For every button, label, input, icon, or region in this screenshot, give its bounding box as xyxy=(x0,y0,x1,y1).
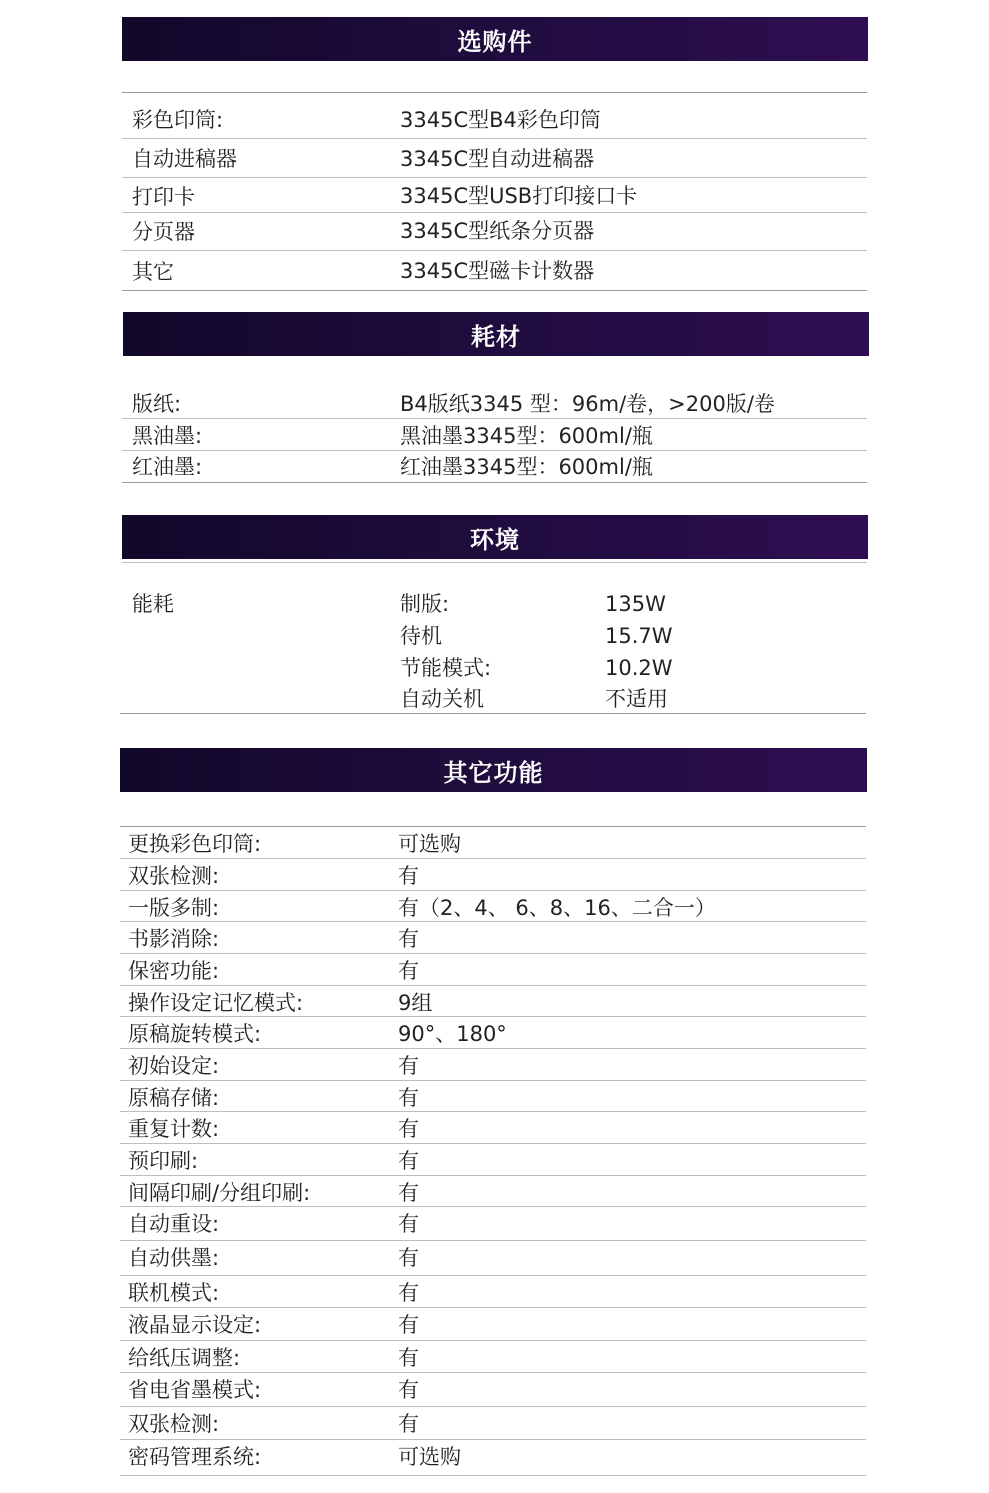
power-mode-label: 自动关机 xyxy=(400,687,484,711)
option-label: 彩色印筒: xyxy=(132,108,224,132)
function-label: 给纸压调整: xyxy=(128,1346,241,1370)
row-divider xyxy=(120,890,866,891)
section-header-environment: 环境 xyxy=(122,515,868,559)
section-header-functions: 其它功能 xyxy=(120,748,867,792)
consumable-value: 黑油墨3345型：600ml/瓶 xyxy=(400,424,653,448)
section-divider xyxy=(122,290,867,291)
row-divider xyxy=(120,1143,866,1144)
function-label: 液晶显示设定: xyxy=(128,1313,262,1337)
function-label: 密码管理系统: xyxy=(128,1445,262,1469)
row-divider xyxy=(120,921,866,922)
option-value: 3345C型B4彩色印筒 xyxy=(400,108,601,132)
power-mode-value: 135W xyxy=(605,592,666,616)
function-label: 重复计数: xyxy=(128,1117,220,1141)
consumable-value: B4版纸3345 型：96m/卷，>200版/卷 xyxy=(400,392,775,416)
divider xyxy=(120,826,866,827)
option-value: 3345C型纸条分页器 xyxy=(400,219,595,243)
option-label: 打印卡 xyxy=(132,185,195,209)
row-divider xyxy=(122,418,867,419)
divider xyxy=(122,92,867,93)
function-label: 原稿旋转模式: xyxy=(128,1022,262,1046)
row-divider xyxy=(120,985,866,986)
consumable-value: 红油墨3345型：600ml/瓶 xyxy=(400,455,653,479)
row-divider xyxy=(120,1206,866,1207)
function-value: 有（2、4、 6、8、16、二合一） xyxy=(398,896,716,920)
function-value: 可选购 xyxy=(398,832,461,856)
function-value: 有 xyxy=(398,1149,419,1173)
function-value: 有 xyxy=(398,1181,419,1205)
function-value: 有 xyxy=(398,1378,419,1402)
row-divider xyxy=(120,1406,866,1407)
row-divider xyxy=(120,1475,866,1476)
row-divider xyxy=(120,1016,866,1017)
row-divider xyxy=(120,1372,866,1373)
function-value: 有 xyxy=(398,864,419,888)
function-label: 操作设定记忆模式: xyxy=(128,991,304,1015)
divider xyxy=(122,562,867,563)
function-label: 原稿存储: xyxy=(128,1086,220,1110)
row-divider xyxy=(120,1111,866,1112)
row-divider xyxy=(120,1240,866,1241)
function-label: 书影消除: xyxy=(128,927,220,951)
row-divider xyxy=(122,138,867,139)
function-value: 有 xyxy=(398,1054,419,1078)
consumable-label: 版纸: xyxy=(132,392,182,416)
row-divider xyxy=(120,858,866,859)
function-value: 有 xyxy=(398,927,419,951)
power-consumption-label: 能耗 xyxy=(132,592,174,616)
row-divider xyxy=(120,1307,866,1308)
function-value: 9组 xyxy=(398,991,433,1015)
option-value: 3345C型自动进稿器 xyxy=(400,147,595,171)
function-label: 一版多制: xyxy=(128,896,220,920)
function-label: 间隔印刷/分组印刷: xyxy=(128,1181,311,1205)
option-value: 3345C型USB打印接口卡 xyxy=(400,184,638,208)
power-mode-value: 10.2W xyxy=(605,656,673,680)
function-value: 有 xyxy=(398,1246,419,1270)
function-label: 更换彩色印筒: xyxy=(128,832,262,856)
power-mode-value: 15.7W xyxy=(605,624,673,648)
power-mode-label: 待机 xyxy=(400,624,442,648)
row-divider xyxy=(120,1048,866,1049)
consumable-label: 黑油墨: xyxy=(132,424,203,448)
consumable-label: 红油墨: xyxy=(132,455,203,479)
function-value: 有 xyxy=(398,1313,419,1337)
row-divider xyxy=(120,953,866,954)
power-mode-value: 不适用 xyxy=(605,687,668,711)
function-label: 省电省墨模式: xyxy=(128,1378,262,1402)
function-label: 双张检测: xyxy=(128,1412,220,1436)
row-divider xyxy=(122,450,867,451)
function-label: 联机模式: xyxy=(128,1281,220,1305)
row-divider xyxy=(120,1275,866,1276)
section-divider xyxy=(120,713,866,714)
function-value: 有 xyxy=(398,1281,419,1305)
function-value: 有 xyxy=(398,1412,419,1436)
row-divider xyxy=(122,250,867,251)
row-divider xyxy=(120,1175,866,1176)
row-divider xyxy=(122,177,867,178)
row-divider xyxy=(120,1439,866,1440)
function-value: 90°、180° xyxy=(398,1022,507,1046)
function-label: 自动供墨: xyxy=(128,1246,220,1270)
function-label: 自动重设: xyxy=(128,1212,220,1236)
function-value: 有 xyxy=(398,1212,419,1236)
function-label: 初始设定: xyxy=(128,1054,220,1078)
option-label: 其它 xyxy=(132,260,174,284)
option-label: 分页器 xyxy=(132,220,195,244)
section-divider xyxy=(122,482,867,483)
function-value: 有 xyxy=(398,1117,419,1141)
function-label: 预印刷: xyxy=(128,1149,199,1173)
row-divider xyxy=(120,1080,866,1081)
option-value: 3345C型磁卡计数器 xyxy=(400,259,595,283)
function-value: 有 xyxy=(398,1346,419,1370)
function-label: 保密功能: xyxy=(128,959,220,983)
section-header-options: 选购件 xyxy=(122,17,868,61)
row-divider xyxy=(122,212,867,213)
power-mode-label: 节能模式: xyxy=(400,656,492,680)
section-header-consumables: 耗材 xyxy=(123,312,869,356)
function-value: 有 xyxy=(398,959,419,983)
function-value: 可选购 xyxy=(398,1445,461,1469)
function-value: 有 xyxy=(398,1086,419,1110)
power-mode-label: 制版: xyxy=(400,592,450,616)
function-label: 双张检测: xyxy=(128,864,220,888)
option-label: 自动进稿器 xyxy=(132,147,237,171)
row-divider xyxy=(120,1340,866,1341)
